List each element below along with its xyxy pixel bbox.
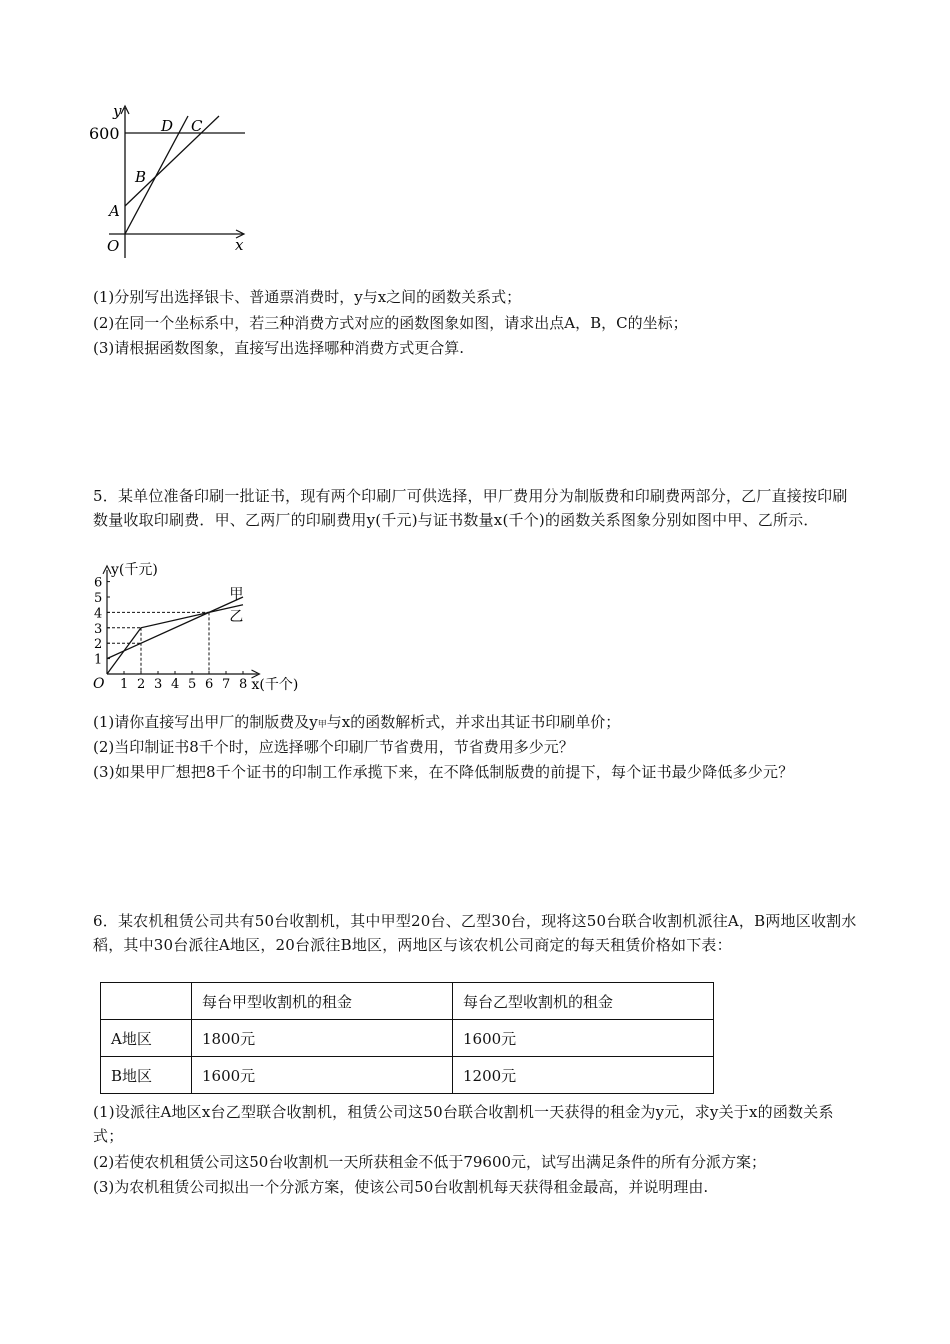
fig1-point-a: A bbox=[109, 202, 120, 220]
q5-x-tick-label: 8 bbox=[239, 677, 248, 692]
q5-stem: 5．某单位准备印刷一批证书，现有两个印刷厂可供选择，甲厂费用分为制版费和印刷费两部分，乙厂直接按印刷数量收取印刷费．甲、乙两厂的印刷费用y(千元)与证书数量x(千个)的函数关系图象分别如图中甲、乙所示． bbox=[93, 487, 848, 529]
q5-y-label: y(千元) bbox=[111, 561, 158, 578]
q6-part-3: (3)为农机租赁公司拟出一个分派方案，使该公司50台收割机每天获得租金最高，并说明理由. bbox=[93, 1178, 709, 1196]
q5-x-tick-label: 4 bbox=[171, 677, 180, 692]
q5-x-tick-label: 1 bbox=[120, 677, 129, 692]
q5-y-tick-label: 2 bbox=[94, 637, 103, 653]
q5-x-tick-label: 6 bbox=[205, 677, 214, 692]
q6-stem: 6．某农机租赁公司共有50台收割机，其中甲型20台、乙型30台，现将这50台联合收割机派往A，B两地区收割水稻，其中30台派往A地区，20台派往B地区，两地区与该农机公司商定的每天租赁价格如下表： bbox=[93, 912, 857, 954]
table-header-cell: 每台甲型收割机的租金 bbox=[192, 983, 453, 1020]
rent-table bbox=[100, 982, 714, 1094]
table-header-row bbox=[101, 983, 714, 1020]
q6-part-1: (1)设派往A地区x台乙型联合收割机，租赁公司这50台联合收割机一天获得的租金为y元，求y关于x的函数关系式； bbox=[93, 1103, 834, 1145]
q5-x-tick-label: 3 bbox=[154, 677, 163, 692]
q5-label-yi: 乙 bbox=[229, 608, 244, 625]
q5-x-tick-label: 5 bbox=[188, 677, 197, 692]
q5-part-1 bbox=[93, 712, 620, 735]
q5-x-tick-label: 7 bbox=[222, 677, 231, 692]
fig1-x-label: x bbox=[235, 236, 244, 254]
q4-part-2: (2)在同一个坐标系中，若三种消费方式对应的函数图象如图，请求出点A，B，C的坐标； bbox=[93, 314, 688, 332]
figure-1-graph bbox=[85, 100, 265, 260]
fig1-origin: O bbox=[107, 237, 120, 255]
fig1-point-d: D bbox=[161, 117, 174, 135]
q5-part-1-sub: 甲 bbox=[317, 720, 327, 730]
fig1-point-c: C bbox=[191, 117, 203, 135]
q5-x-label: x(千个) bbox=[251, 677, 299, 693]
q5-y-tick-label: 6 bbox=[94, 575, 103, 591]
q4-part-1: (1)分别写出选择银卡、普通票消费时，y与x之间的函数关系式； bbox=[93, 288, 522, 306]
table-cell: 1600元 bbox=[192, 1057, 453, 1094]
table-row bbox=[101, 1020, 714, 1057]
q5-series-yi bbox=[107, 605, 243, 674]
q5-x-tick-label: 2 bbox=[137, 677, 146, 692]
q5-chart bbox=[85, 554, 325, 694]
q5-part-1-prefix: (1)请你直接写出甲厂的制版费及y bbox=[93, 713, 318, 731]
q5-part-1-suffix: 与x的函数解析式，并求出其证书印刷单价； bbox=[326, 713, 621, 731]
q5-label-jia: 甲 bbox=[229, 586, 244, 603]
table-header-cell: 每台乙型收割机的租金 bbox=[453, 983, 714, 1020]
q5-y-tick-label: 1 bbox=[94, 652, 103, 668]
table-header-cell bbox=[101, 983, 192, 1020]
table-row bbox=[101, 1057, 714, 1094]
q5-origin: O bbox=[93, 676, 105, 692]
table-cell: 1800元 bbox=[192, 1020, 453, 1057]
q5-y-tick-label: 3 bbox=[94, 621, 103, 637]
table-cell: 1600元 bbox=[453, 1020, 714, 1057]
table-cell: B地区 bbox=[101, 1057, 192, 1094]
q5-y-tick-label: 4 bbox=[94, 606, 103, 622]
q4-part-3: (3)请根据函数图象，直接写出选择哪种消费方式更合算. bbox=[93, 339, 465, 357]
fig1-y-label: y bbox=[113, 102, 122, 120]
fig1-y-tick: 600 bbox=[89, 124, 120, 143]
table-cell: A地区 bbox=[101, 1020, 192, 1057]
q5-y-tick-label: 5 bbox=[94, 591, 103, 606]
q6-part-2: (2)若使农机租赁公司这50台收割机一天所获租金不低于79600元，试写出满足条件的所有分派方案； bbox=[93, 1153, 767, 1171]
q5-part-3: (3)如果甲厂想把8千个证书的印制工作承揽下来，在不降低制版费的前提下，每个证书最少降低多少元？ bbox=[93, 763, 794, 781]
fig1-point-b: B bbox=[135, 168, 147, 186]
table-cell: 1200元 bbox=[453, 1057, 714, 1094]
q5-part-2: (2)当印制证书8千个时，应选择哪个印刷厂节省费用，节省费用多少元？ bbox=[93, 738, 574, 756]
